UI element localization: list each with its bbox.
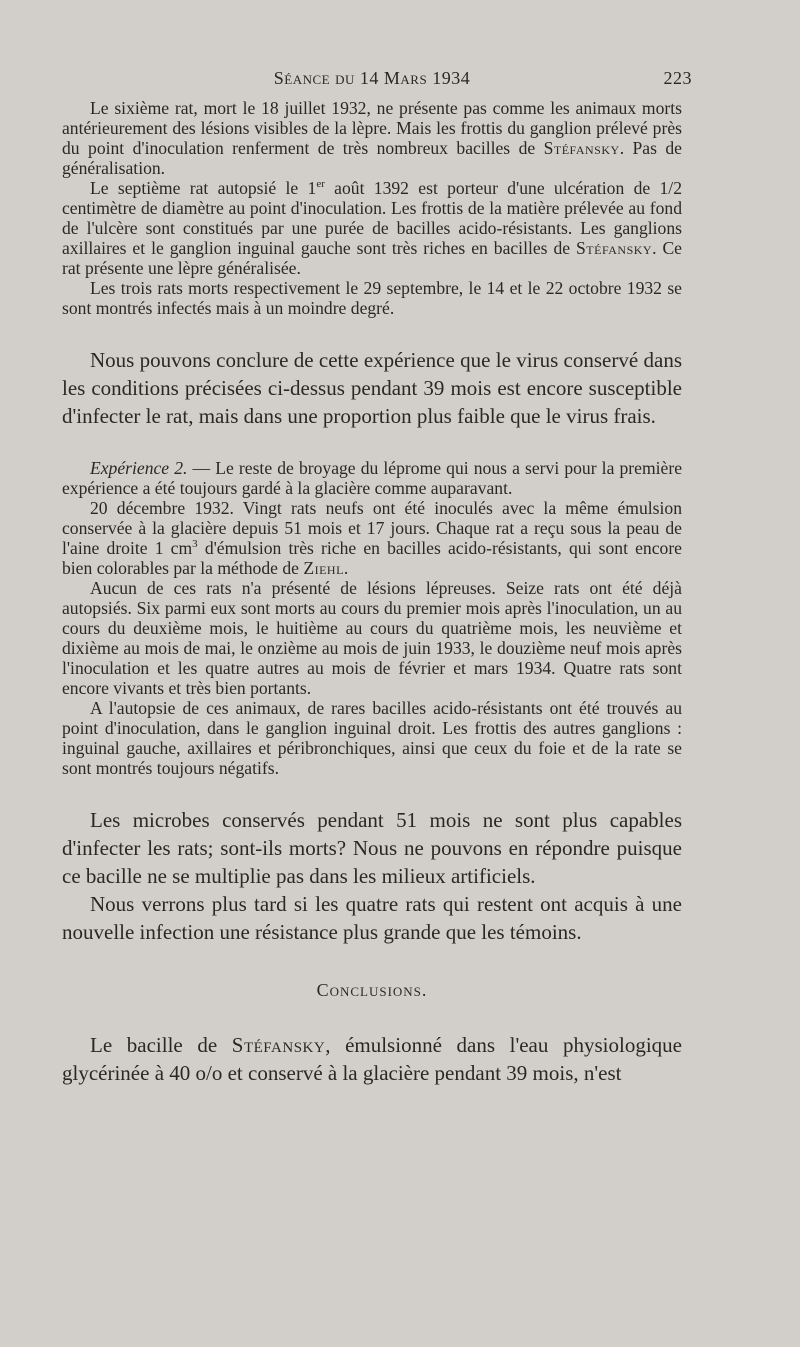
author-name: Ziehl <box>303 558 344 578</box>
small-text-block-2 <box>62 458 682 778</box>
paragraph-three-rats: Les trois rats morts respectivement le 29 septembre, le 14 et le 22 octobre 1932 se sont montrés infectés mais à un moindre degré. <box>62 278 682 318</box>
paragraph-seventh-rat: Le septième rat autopsié le 1er août 1392 est porteur d'une ulcération de 1/2 centimètre de diamètre au point d'inoculation. Les frottis de la matière prélevée au fond de l'ulcère sont constitués par une purée de bacilles acido-résistants. Les ganglions axillaires et le ganglion inguinal gauche sont très riches en bacilles de Stéfansky. Ce rat présente une lèpre généralisée. <box>62 178 682 278</box>
conclusion-block-2 <box>62 806 682 946</box>
section-title-conclusions: Conclusions. <box>316 980 428 1000</box>
experiment-label: Expérience 2. <box>90 458 188 478</box>
paragraph-microbes: Les microbes conservés pendant 51 mois ne sont plus capables d'infecter les rats; sont-ils morts? Nous ne pouvons en répondre puisque ce bacille ne se multiplie pas dans les milieux artificiels. <box>62 808 682 888</box>
author-name: Stéfansky <box>576 238 653 258</box>
paragraph-conclusion-experiment-1: Nous pouvons conclure de cette expérience que le virus conservé dans les conditions précisées ci-dessus pendant 39 mois est encore susceptible d'infecter le rat, mais dans une proportion plus faible que le virus frais. <box>62 348 682 428</box>
small-text-block-1 <box>62 98 682 318</box>
paragraph-final: Le bacille de Stéfansky, émulsionné dans l'eau physiologique glycérinée à 40 o/o et conservé à la glacière pendant 39 mois, n'est <box>62 1033 682 1085</box>
conclusion-block-1 <box>62 346 682 430</box>
paragraph-autopsy-findings: A l'autopsie de ces animaux, de rares bacilles acido-résistants ont été trouvés au point d'inoculation, dans le ganglion inguinal droit. Les frottis des autres ganglions : inguinal gauche, axillaires et péribronchiques, ainsi que ceux du foie et de la rate se sont montrés toujours négatifs. <box>62 698 682 778</box>
author-name: Stéfansky <box>231 1033 326 1057</box>
page-header <box>62 68 692 98</box>
author-name: Stéfansky <box>543 138 620 158</box>
paragraph-autopsies: Aucun de ces rats n'a présenté de lésions lépreuses. Seize rats ont été déjà autopsiés. Six parmi eux sont morts au cours du premier mois après l'inoculation, un au cours du deuxième mois, le huitième au cours du quatrième mois, les neuvième et dixième au mois de mai, le onzième au mois de juin 1933, le douzième neuf mois après l'inoculation et les quatre autres au mois de février et mars 1934. Quatre rats sont encore vivants et très bien portants. <box>62 578 682 698</box>
running-title: Séance du 14 Mars 1934 <box>273 68 471 88</box>
final-block <box>62 1031 682 1087</box>
paragraph-inoculation: 20 décembre 1932. Vingt rats neufs ont été inoculés avec la même émulsion conservée à la glacière depuis 51 mois et 17 jours. Chaque rat a reçu sous la peau de l'aine droite 1 $cm^3$ d'émulsion très riche en bacilles acido-résistants, qui sont encore bien colorables par la méthode de Ziehl. <box>62 498 682 578</box>
page-number: 223 <box>663 68 692 88</box>
paragraph-experiment-2: Expérience 2. — Le reste de broyage du léprome qui nous a servi pour la première expérience a été toujours gardé à la glacière comme auparavant. <box>62 458 683 498</box>
paragraph-sixth-rat: Le sixième rat, mort le 18 juillet 1932, ne présente pas comme les animaux morts antérieurement des lésions visibles de la lèpre. Mais les frottis du ganglion prélevé près du point d'inoculation renferment de très nombreux bacilles de Stéfansky. Pas de généralisation. <box>62 98 682 178</box>
paragraph-four-rats: Nous verrons plus tard si les quatre rats qui restent ont acquis à une nouvelle infection une résistance plus grande que les témoins. <box>62 892 682 944</box>
